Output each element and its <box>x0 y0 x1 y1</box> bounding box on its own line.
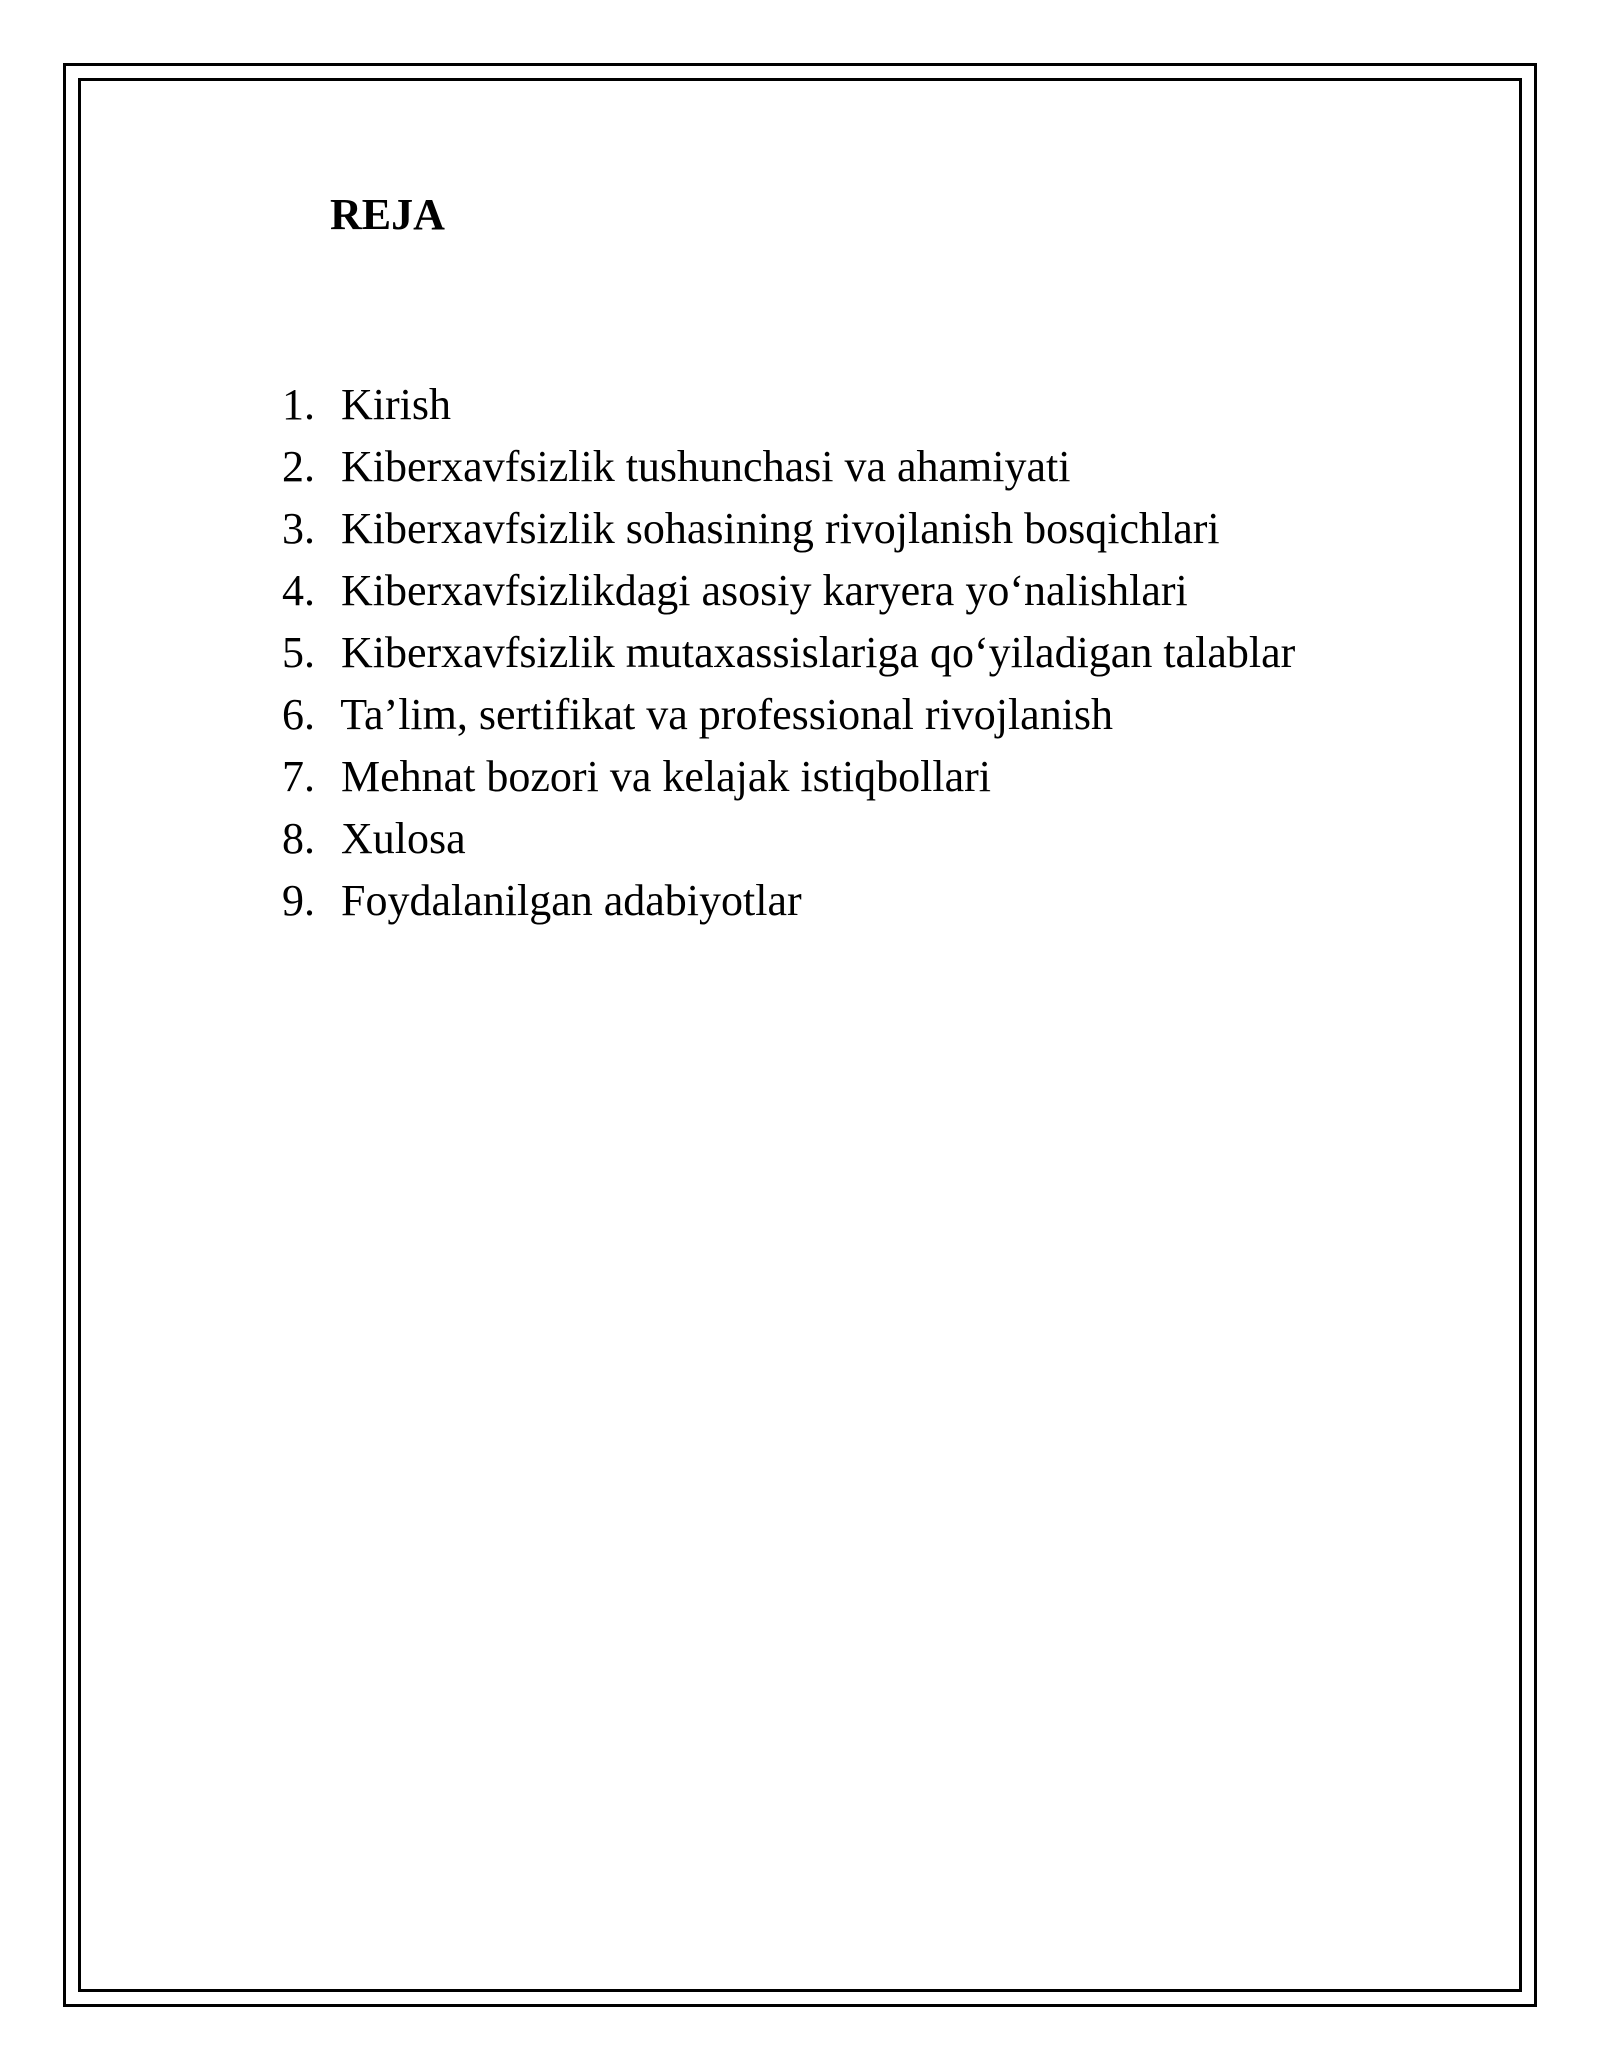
plan-item-text: Mehnat bozori va kelajak istiqbollari <box>341 752 992 801</box>
plan-item-number: 8. <box>282 814 315 863</box>
plan-item-number: 6. <box>282 690 315 739</box>
plan-item-1 <box>282 374 1295 436</box>
plan-item-text: Xulosa <box>341 814 466 863</box>
plan-item-text: Kiberxavfsizlik mutaxassislariga qo‘yiladigan talablar <box>341 628 1296 677</box>
plan-item-5 <box>282 622 1295 684</box>
plan-list <box>282 374 1295 932</box>
plan-item-number: 9. <box>282 876 315 925</box>
plan-item-number: 2. <box>282 442 315 491</box>
plan-item-text: Kiberxavfsizlik sohasining rivojlanish bosqichlari <box>341 504 1220 553</box>
plan-item-text: Ta’lim, sertifikat va professional rivojlanish <box>340 690 1114 739</box>
plan-item-number: 1. <box>282 380 315 429</box>
page-title: REJA <box>330 190 445 239</box>
plan-item-text: Kiberxavfsizlik tushunchasi va ahamiyati <box>341 442 1071 491</box>
plan-item-text: Kiberxavfsizlikdagi asosiy karyera yo‘nalishlari <box>341 566 1188 615</box>
plan-item-8 <box>282 808 1295 870</box>
plan-item-4 <box>282 560 1295 622</box>
plan-item-3 <box>282 498 1295 560</box>
plan-item-6 <box>282 684 1295 746</box>
plan-item-9 <box>282 870 1295 932</box>
plan-item-text: Kirish <box>341 380 451 429</box>
plan-item-text: Foydalanilgan adabiyotlar <box>341 876 802 925</box>
plan-item-number: 4. <box>282 566 315 615</box>
plan-item-7 <box>282 746 1295 808</box>
plan-item-number: 5. <box>282 628 315 677</box>
page-inner-border <box>78 78 1522 1992</box>
plan-item-number: 7. <box>282 752 315 801</box>
plan-item-2 <box>282 436 1295 498</box>
plan-item-number: 3. <box>282 504 315 553</box>
